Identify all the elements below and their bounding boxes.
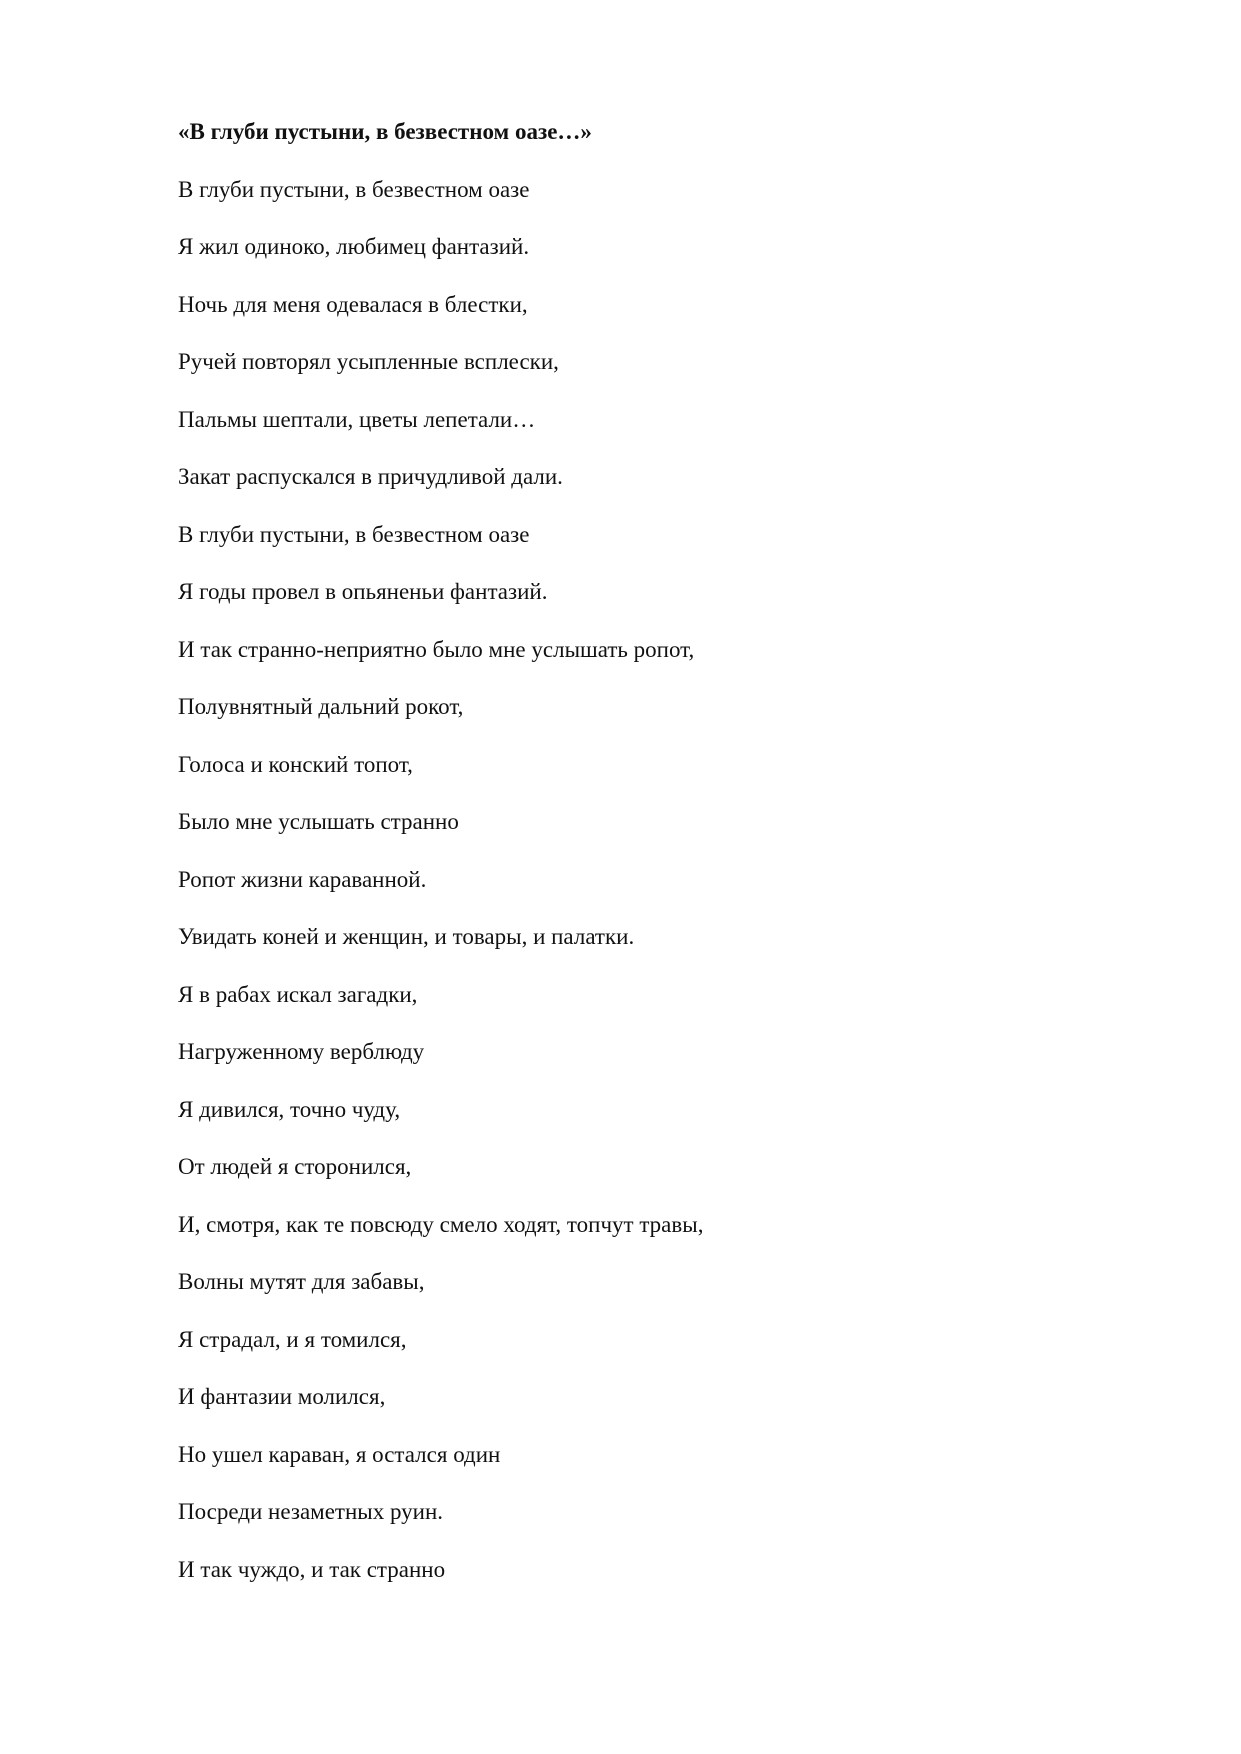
poem-line: Ручей повторял усыпленные всплески, [178,349,559,374]
poem-line: Голоса и конский топот, [178,751,413,777]
poem-line: Нагруженному верблюду [178,1039,425,1064]
poem-line: Ночь для меня одевалася в блестки, [178,291,528,317]
poem-line: И так чуждо, и так странно [178,1556,446,1582]
poem-line: От людей я сторонился, [178,1154,412,1179]
poem-line: Волны мутят для забавы, [178,1269,425,1294]
poem-line: Я страдал, и я томился, [178,1326,407,1352]
poem-line: Я в рабах искал загадки, [178,981,418,1007]
poem-line: Но ушел караван, я остался один [178,1441,501,1467]
poem-line: И, смотря, как те повсюду смело ходят, топчут травы, [178,1211,704,1237]
poem-line: Я жил одиноко, любимец фантазий. [178,234,530,259]
poem-line: И фантазии молился, [178,1384,386,1409]
poem-line: Закат распускался в причудливой дали. [178,464,563,489]
poem-line: Посреди незаметных руин. [178,1499,444,1524]
poem-line: Увидать коней и женщин, и товары, и палатки. [178,924,635,949]
poem-line: В глуби пустыни, в безвестном оазе [178,176,530,202]
poem-line: Было мне услышать странно [178,809,459,834]
poem-line: И так странно-неприятно было мне услышать ропот, [178,636,695,662]
poem-lines [178,170,1158,1590]
poem-line: Ропот жизни караванной. [178,866,427,892]
poem-line: Полувнятный дальний рокот, [178,694,464,719]
poem-title: «В глуби пустыни, в безвестном оазе…» [178,119,592,144]
poem-line: Я годы провел в опьяненьи фантазий. [178,579,548,604]
poem-line: Я дивился, точно чуду, [178,1096,401,1122]
poem-line: Пальмы шептали, цветы лепетали… [178,406,536,432]
poem-line: В глуби пустыни, в безвестном оазе [178,521,530,547]
poem [178,112,1158,1607]
